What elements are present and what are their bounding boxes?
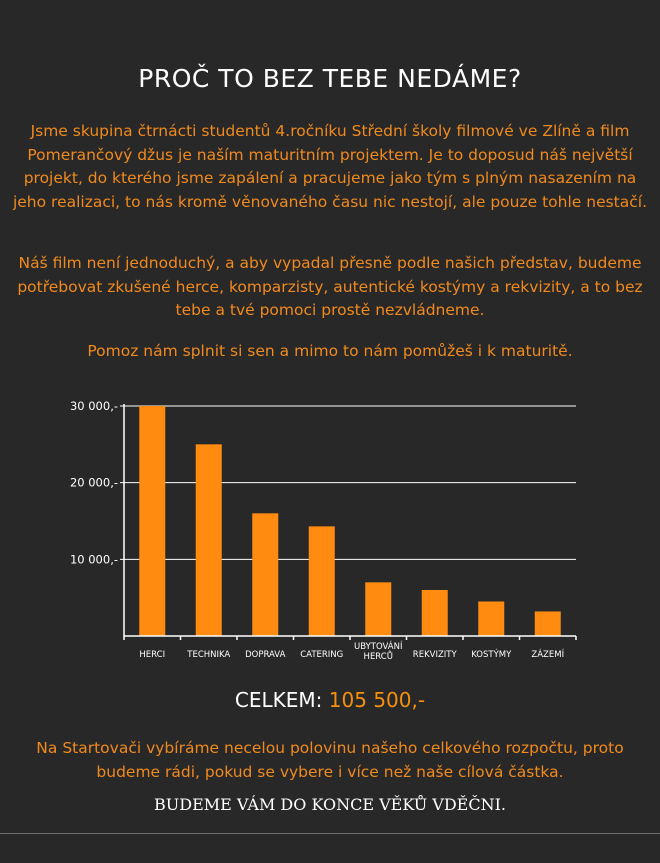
x-tick-label: KOSTÝMY <box>471 650 512 660</box>
bar-4 <box>365 582 391 636</box>
needs-paragraph: Náš film není jednoduchý, a aby vypadal přesně podle našich představ, budeme potřebovat zkušené herce, komparzisty, autentické kostýmy a rekvizity, a to bez tebe a tvé pomoci prostě nezvládneme. <box>17 254 643 319</box>
y-tick-label: 30 000,- <box>69 399 118 413</box>
x-tick-label: UBYTOVÁNÍ <box>354 642 403 652</box>
bottom-divider <box>0 833 660 834</box>
bar-6 <box>478 602 504 637</box>
x-tick-label: CATERING <box>300 650 344 660</box>
help-paragraph: Pomoz nám splnit si sen a mimo to nám pomůžeš i k maturitě. <box>87 342 573 360</box>
bar-5 <box>422 590 448 636</box>
x-tick-label: ZÁZEMÍ <box>531 650 565 660</box>
x-tick-label: TECHNIKA <box>187 650 231 660</box>
startovac-paragraph: Na Startovači vybíráme necelou polovinu našeho celkového rozpočtu, proto budeme rádi, pokud se vybere i více než naše cílová částka. <box>36 739 624 781</box>
total-line <box>0 688 660 712</box>
intro-paragraph: Jsme skupina čtrnácti studentů 4.ročníku Střední školy filmové ve Zlíně a film Pomerančový džus je naším maturitním projektem. Je to doposud náš největší projekt, do kterého jsme zapálení a pracujeme jako tým s plným nasazením na jeho realizaci, to nás kromě věnovaného času nic nestojí, ale pouze tohle nestačí. <box>12 122 648 211</box>
bar-7 <box>535 611 561 636</box>
total-label: CELKEM: <box>234 688 323 712</box>
x-tick-label: HERCI <box>139 650 166 660</box>
x-tick-label: DOPRAVA <box>245 650 286 660</box>
y-tick-label: 20 000,- <box>69 475 118 490</box>
total-value: 105 500,- <box>328 688 426 712</box>
bar-2 <box>252 513 278 636</box>
thanks-text: BUDEME VÁM DO KONCE VĚKŮ VDĚČNI. <box>154 795 506 814</box>
bar-1 <box>196 444 222 636</box>
page-title: PROČ TO BEZ TEBE NEDÁME? <box>138 64 522 93</box>
bar-3 <box>309 526 335 636</box>
x-tick-label: REKVIZITY <box>412 650 457 660</box>
budget-bar-chart <box>0 390 660 680</box>
bar-0 <box>139 406 165 636</box>
y-tick-label: 10 000,- <box>69 552 118 567</box>
x-tick-label: HERCŮ <box>363 652 393 662</box>
